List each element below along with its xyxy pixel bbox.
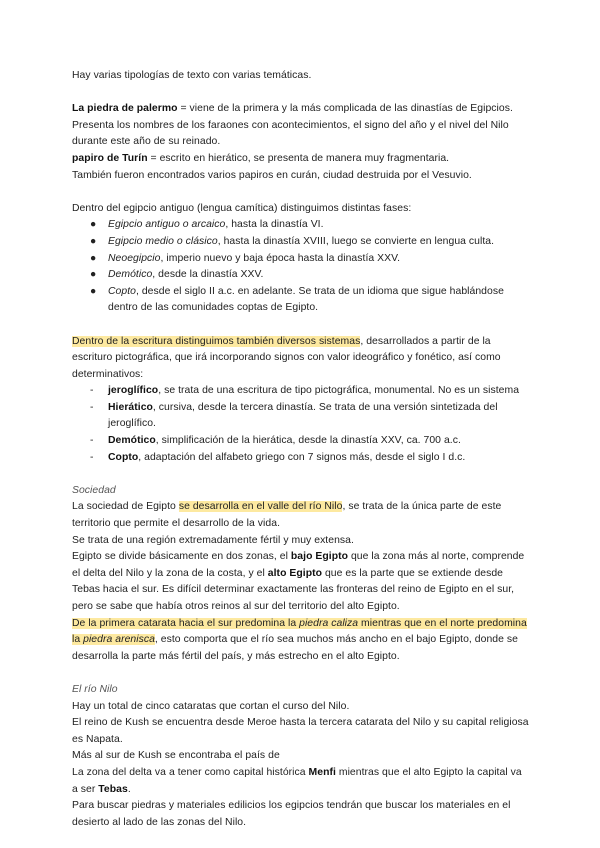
sociedad-p3 <box>72 549 530 615</box>
list-item <box>90 400 530 433</box>
dash-marker: - <box>90 401 94 413</box>
sociedad-p1 <box>72 499 530 532</box>
dash-marker: - <box>90 435 94 447</box>
sociedad-p4 <box>72 616 530 666</box>
nilo-p4-c: mientras que el alto Egipto la capital va a ser <box>72 766 522 795</box>
bullet-marker: ● <box>90 269 97 281</box>
sociedad-p1-highlight: se desarrolla en el valle del río Nilo <box>178 501 343 513</box>
sociedad-p4-hl1: De la primera catarata hacia el sur predomina la <box>72 617 300 629</box>
sistema-text: , adaptación del alfabeto griego con 7 signos más, desde el siglo I d.c. <box>138 451 466 463</box>
escritura-text: , desarrollados a partir de la escrituro pictográfica, que irá incorporando signos con valor ideográfico y fonético, así como determinativos: <box>72 335 501 380</box>
nilo-p5: Para buscar piedras y materiales edilicios los egipcios tendrán que buscar los materiales en el desierto al lado de las zonas del Nilo. <box>72 800 511 828</box>
sistema-text: , se trata de una escritura de tipo pictográfica, monumental. No es un sistema <box>158 385 520 397</box>
dash-marker: - <box>90 451 94 463</box>
escritura-list <box>72 383 530 466</box>
fase-text: , imperio nuevo y baja época hasta la dinastía XXV. <box>160 252 401 264</box>
sociedad-p1-b: , se trata de la única parte de este territorio que permite el desarrollo de la vida. <box>72 501 502 530</box>
piedra-caliza: piedra caliza <box>299 617 359 629</box>
intro-line: Hay varias tipologías de texto con varias temáticas. <box>72 70 312 81</box>
bullet-marker: ● <box>90 285 97 297</box>
fase-text: , hasta la dinastía VI. <box>225 219 324 231</box>
sociedad-p2: Se trata de una región extremadamente fértil y muy extensa. <box>72 534 354 546</box>
bajo-egipto-term: bajo Egipto <box>290 551 349 563</box>
fase-name: Egipcio medio o clásico <box>108 235 218 247</box>
fase-text: , desde el siglo II a.c. en adelante. Se trata de un idioma que sigue hablándose dentro de las comunidades coptas de Egipto. <box>108 285 504 314</box>
escritura-highlight: Dentro de la escritura distinguimos también diversos sistemas <box>72 335 361 347</box>
nilo-p3: Más al sur de Kush se encontraba el país de <box>72 750 280 762</box>
list-item <box>90 267 530 284</box>
list-item <box>90 251 530 268</box>
list-item <box>90 234 530 251</box>
fase-name: Neoegipcio <box>108 252 161 264</box>
fase-name: Egipcio antiguo o arcaico <box>108 219 226 231</box>
turin-term: papiro de Turín <box>72 152 148 164</box>
fase-name: Demótico <box>108 269 153 281</box>
sociedad-p4-rest: , esto comporta que el río sea muchos más ancho en el bajo Egipto, donde se desarrolla la parte más fértil del país, y más estrecho en el alto Egipto. <box>72 634 518 662</box>
list-item <box>90 383 530 400</box>
sistema-name: jeroglífico <box>108 385 159 397</box>
piedra-arenisca: piedra arenisca <box>83 634 155 646</box>
nilo-p4-d: . <box>127 783 131 795</box>
sistema-text: , simplificación de la hierática, desde la dinastía XXV, ca. 700 a.c. <box>155 435 461 447</box>
menfi-term: Menfi <box>308 766 336 778</box>
nilo-p4-a: La zona del delta va a tener como capital histórica <box>72 766 309 778</box>
turin-text: = escrito en hierático, se presenta de manera muy fragmentaria. <box>147 152 450 164</box>
list-item <box>90 284 530 317</box>
sociedad-heading: Sociedad <box>72 484 116 496</box>
list-item <box>90 433 530 450</box>
sociedad-p1-a: La sociedad de Egipto <box>72 501 179 513</box>
sociedad-p3-a: Egipto se divide básicamente en dos zonas, el <box>72 551 291 563</box>
tebas-term: Tebas <box>98 783 128 795</box>
sistema-name: Copto <box>108 451 139 463</box>
alto-egipto-term: alto Egipto <box>267 567 323 579</box>
fase-text: , hasta la dinastía XVIII, luego se convierte en lengua culta. <box>217 235 495 247</box>
sistema-name: Demótico <box>108 435 156 447</box>
nilo-heading: El río Nilo <box>72 683 118 695</box>
nilo-p4 <box>72 765 530 798</box>
bullet-marker: ● <box>90 219 97 231</box>
sociedad-p3-d: que es la parte que se extiende desde Tebas hacia el sur. Es difícil determinar exactamente las fronteras del reino de Egipto en el sur, pero se sabe que había otros reinos al sur del territorio del alto Egipto. <box>72 567 515 612</box>
fases-list <box>72 217 530 317</box>
dash-marker: - <box>90 385 94 397</box>
palermo-paragraph <box>72 101 530 151</box>
turin-paragraph <box>72 151 530 168</box>
fases-intro: Dentro del egipcio antiguo (lengua camítica) distinguimos distintas fases: <box>72 202 412 214</box>
fase-name: Copto <box>108 285 136 297</box>
bullet-marker: ● <box>90 235 97 247</box>
curan-paragraph: También fueron encontrados varios papiros en curán, ciudad destruida por el Vesuvio. <box>72 169 472 181</box>
sistema-text: , cursiva, desde la tercera dinastía. Se trata de una versión sintetizada del jeroglífico. <box>108 401 498 430</box>
palermo-term: La piedra de palermo <box>72 103 178 115</box>
nilo-p1: Hay un total de cinco cataratas que cortan el curso del Nilo. <box>72 700 350 712</box>
list-item <box>90 450 530 467</box>
sociedad-p3-c: que la zona más al norte, comprende el delta del Nilo y la zona de la costa, y el <box>72 551 525 579</box>
bullet-marker: ● <box>90 252 97 264</box>
sistema-name: Hierático <box>108 401 153 413</box>
document-body <box>72 68 530 831</box>
nilo-p2: El reino de Kush se encuentra desde Meroe hasta la tercera catarata del Nilo y su capital religiosa es Napata. <box>72 717 529 745</box>
fase-text: , desde la dinastía XXV. <box>152 269 264 281</box>
palermo-text: = viene de la primera y la más complicada de las dinastías de Egipcios. Presenta los nombres de los faraones con acontecimientos, el signo del año y el nivel del Nilo durante este año de su reinado. <box>72 103 513 148</box>
escritura-paragraph <box>72 334 530 384</box>
list-item <box>90 217 530 234</box>
sociedad-p4-hl2: mientras que en el norte predomina la <box>72 617 527 646</box>
